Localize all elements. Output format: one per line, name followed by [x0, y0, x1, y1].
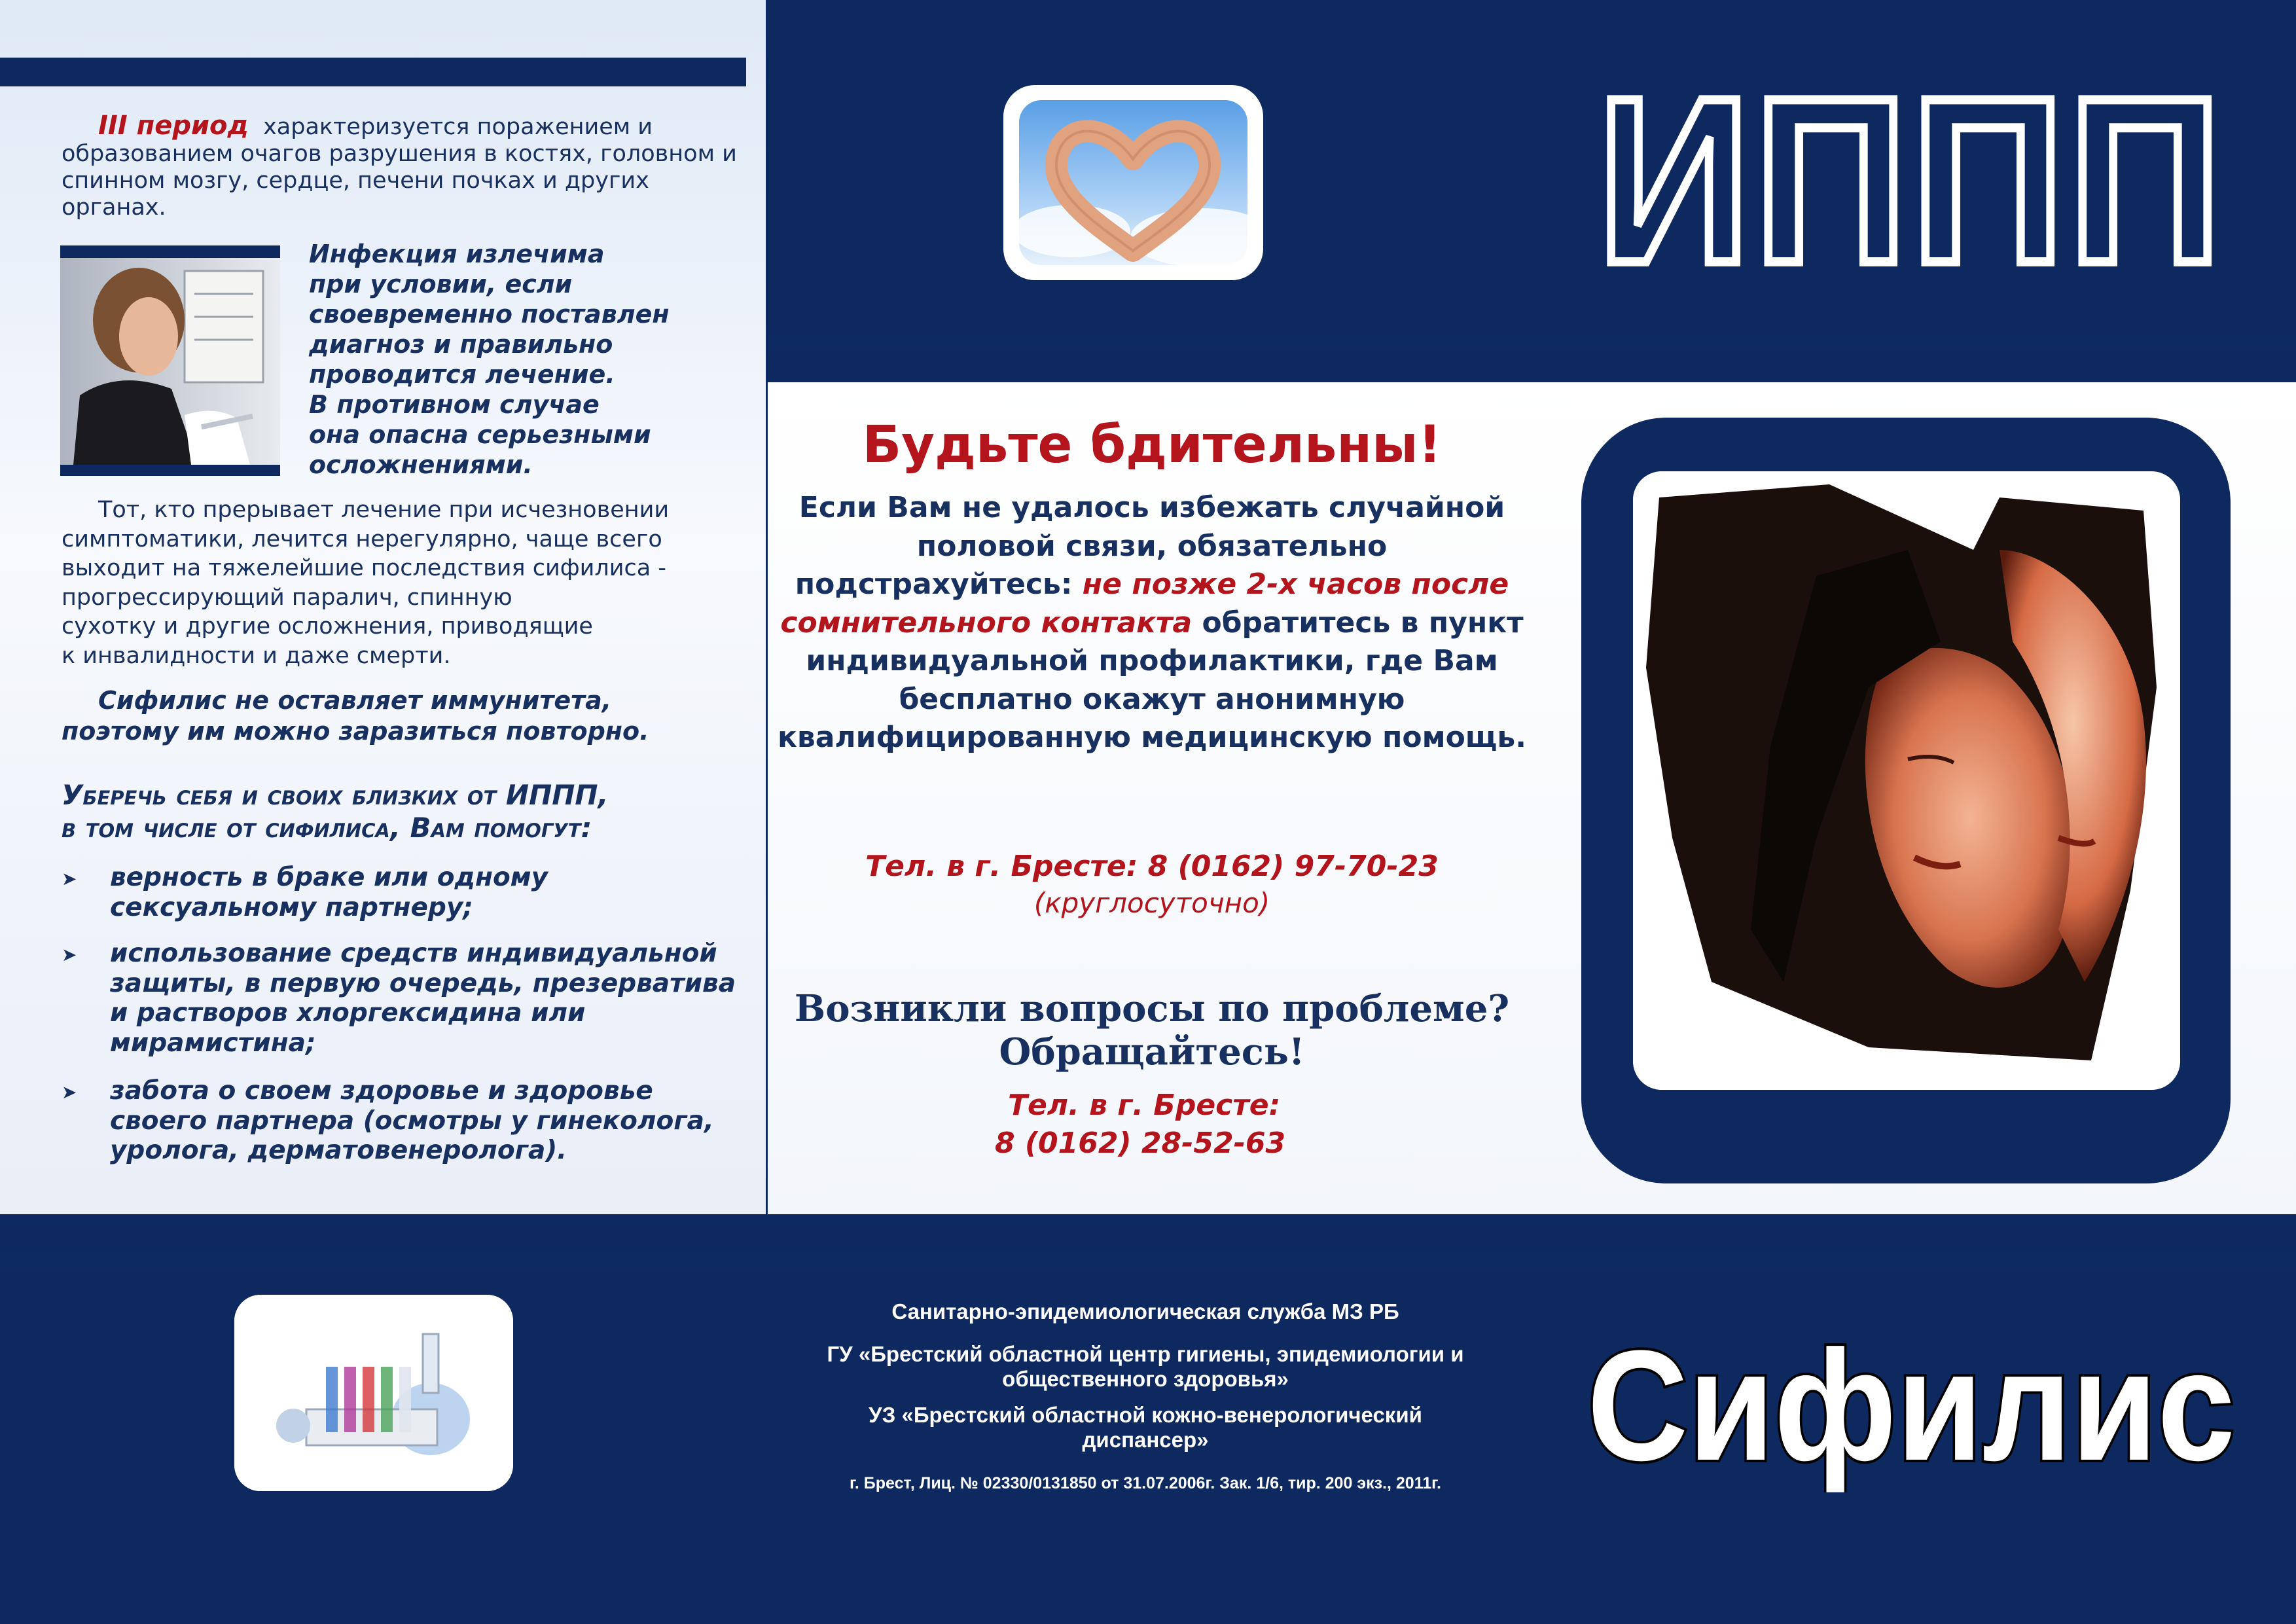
ippp-title-svg — [1584, 72, 2238, 288]
paragraph-line: прогрессирующий паралич, спинную — [62, 584, 512, 611]
footer-center: ГУ «Брестский областной центр гигиены, эпидемиологии и общественного здоровья» — [827, 1342, 1464, 1391]
cure-line: осложнениями. — [309, 450, 533, 479]
header-strip — [768, 350, 2296, 382]
advice-text: обратитесь в пункт индивидуальной профилактики, где Вам бесплатно окажут анонимную квалифицированную медицинскую помощь. — [778, 605, 1526, 754]
list-item — [62, 863, 749, 928]
phone-prevention: Тел. в г. Бресте: 8 (0162) 97-70-23 — [865, 850, 1439, 883]
cure-line: диагноз и правильно — [309, 330, 613, 359]
immunity-line: поэтому им можно заразиться повторно. — [62, 717, 649, 746]
cure-line: проводится лечение. — [309, 360, 615, 389]
paragraph-line: Тот, кто прерывает лечение при исчезновении — [98, 497, 670, 523]
arrow-bullet-icon: ➤ — [62, 944, 77, 965]
protection-heading-line: в том числе от сифилиса, Вам помогут: — [62, 812, 592, 844]
protection-heading — [62, 779, 749, 844]
cure-line: она опасна серьезными — [309, 420, 651, 449]
faces-image — [1633, 471, 2180, 1090]
immunity-note — [62, 685, 749, 747]
list-item-text: забота о своем здоровье и здоровье своего партнера (осмотры у гинеколога, уролога, дерматовенеролога). — [110, 1076, 714, 1165]
period-three-lead: III период — [98, 111, 249, 141]
list-item — [62, 1076, 749, 1168]
questions-heading: Возникли вопросы по проблеме? Обращайтесь! — [794, 987, 1510, 1074]
lab-image — [234, 1295, 513, 1491]
advice-paragraph — [776, 489, 1528, 757]
injection-photo — [60, 258, 280, 465]
paragraph-line: симптоматики, лечится нерегулярно, чаще всего — [62, 526, 662, 552]
ippp-title-text: ИППП — [1597, 72, 2225, 288]
cure-line: при условии, если — [309, 270, 573, 298]
treatment-interruption-paragraph — [62, 496, 749, 670]
cure-statement — [309, 239, 741, 480]
paragraph-line: к инвалидности и даже смерти. — [62, 642, 451, 669]
footer-service: Санитарно-эпидемиологическая служба МЗ РБ — [891, 1299, 1399, 1324]
left-top-bar — [0, 58, 746, 86]
list-item-text: верность в браке или одному сексуальному партнеру; — [110, 863, 548, 922]
vigilant-heading: Будьте бдительны! — [862, 416, 1442, 475]
bottom-strip — [0, 1224, 2296, 1252]
syphilis-title-text: Сифилис — [1587, 1318, 2235, 1492]
phone-questions-number: 8 (0162) 28-52-63 — [995, 1127, 1286, 1160]
injection-photo-illustration — [60, 258, 280, 465]
paragraph-line: выходит на тяжелейшие последствия сифилиса - — [62, 555, 666, 581]
arrow-bullet-icon: ➤ — [62, 1081, 77, 1103]
footer-license: г. Брест, Лиц. № 02330/0131850 от 31.07.2006г. Зак. 1/6, тир. 200 экз., 2011г. — [850, 1474, 1441, 1492]
heart-hands-icon — [1019, 100, 1247, 265]
immunity-line: Сифилис не оставляет иммунитета, — [98, 686, 612, 715]
phone-questions-label: Тел. в г. Бресте: — [1008, 1089, 1281, 1122]
arrow-bullet-icon: ➤ — [62, 868, 77, 890]
paragraph-line: сухотку и другие осложнения, приводящие — [62, 613, 593, 640]
cure-line: В противном случае — [309, 390, 600, 419]
cure-line: Инфекция излечима — [309, 240, 605, 268]
syphilis-title-svg — [1571, 1309, 2251, 1492]
list-item — [62, 939, 749, 1063]
syphilis-title — [1571, 1309, 2251, 1492]
period-three-text: характеризуется поражением и образованием очагов разрушения в костях, головном и спинном мозгу, сердце, печени почках и других органах. — [62, 114, 737, 221]
advice-highlight: не позже 2-х часов после сомнительного контакта — [780, 568, 1509, 640]
period-three-paragraph — [62, 113, 742, 221]
heart-hands-image — [1019, 100, 1247, 265]
ippp-title — [1584, 72, 2238, 288]
phone-questions — [995, 1087, 1361, 1163]
advice-text: Если Вам не удалось избежать случайной половой связи, обязательно подстрахуйтесь: — [795, 491, 1505, 601]
test-tubes-icon — [234, 1295, 513, 1491]
protection-heading-line: Уберечь себя и своих близких от ИППП, — [62, 779, 609, 811]
footer-dispensary: УЗ «Брестский областной кожно-венерологический диспансер» — [869, 1403, 1422, 1452]
phone-prevention-note: (круглосуточно) — [1033, 887, 1270, 919]
faces-illustration — [1633, 471, 2180, 1090]
list-item-text: использование средств индивидуальной защиты, в первую очередь, презерватива и растворов хлоргексидина или мирамистина; — [110, 939, 736, 1058]
cure-line: своевременно поставлен — [309, 300, 670, 329]
